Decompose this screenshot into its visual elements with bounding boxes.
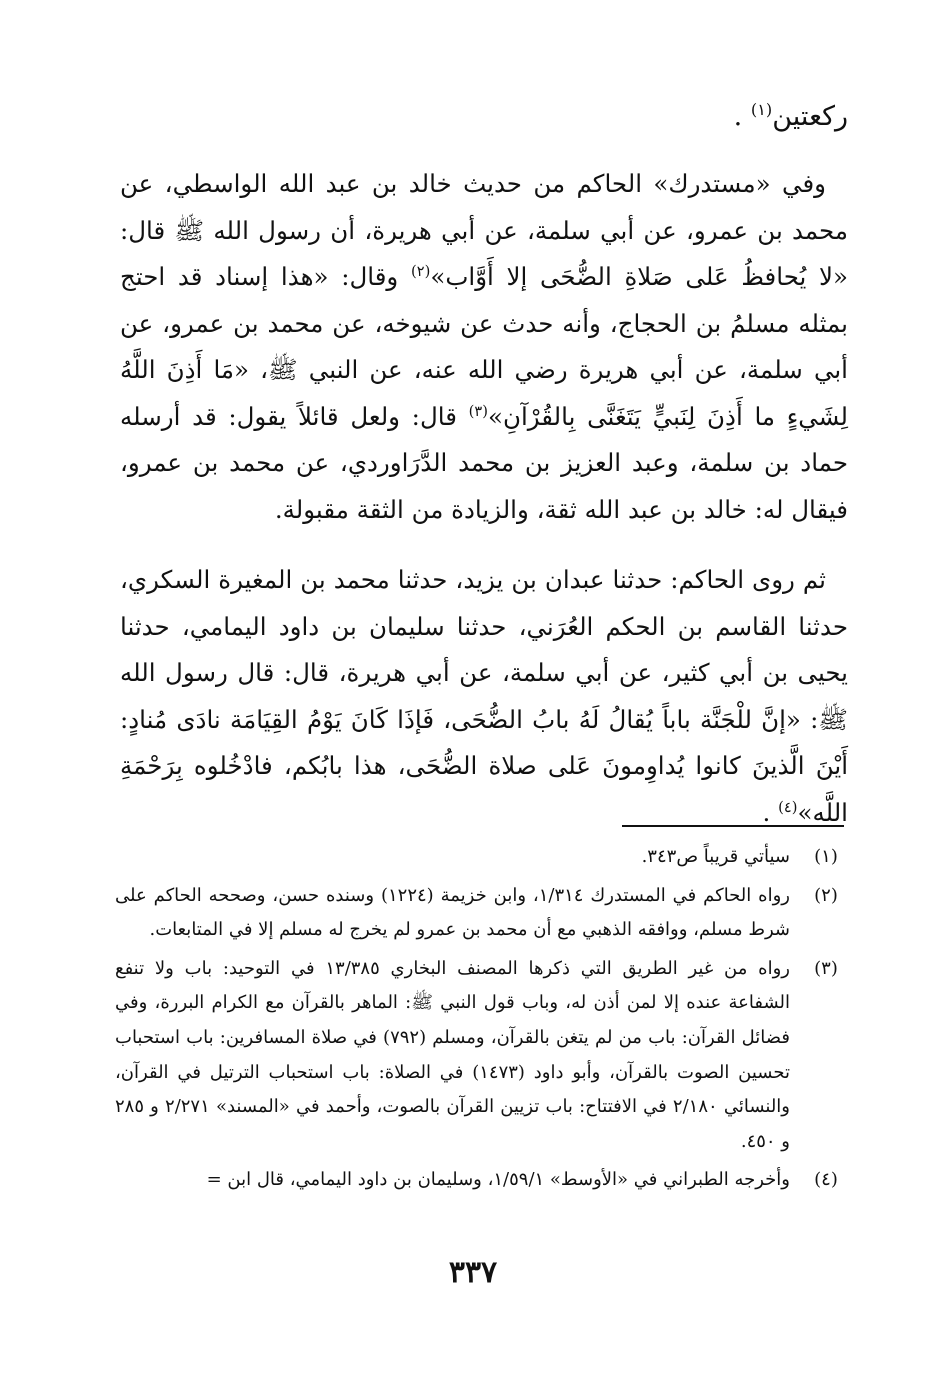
footnote-number: (٢)	[814, 884, 838, 906]
footnote-number: (١)	[814, 846, 838, 867]
paragraph-1	[120, 161, 848, 533]
opening-text: ركعتين	[772, 101, 848, 132]
main-text	[120, 95, 848, 836]
footnote-ref-3: (٣)	[468, 402, 488, 420]
footnote-3	[115, 952, 850, 1160]
footnote-text: رواه الحاكم في المستدرك ١/٣١٤، وابن خزيمة (١٢٢٤) وسنده حسن، وصححه الحاكم على شرط مسلم، ووافقه الذهبي مع أن محمد بن عمرو لم يخرج له مسلم إلا في المتابعات.	[115, 884, 790, 941]
page-number: ٣٣٧	[448, 1255, 498, 1290]
footnote-2	[115, 879, 850, 948]
footnote-separator	[622, 825, 844, 827]
opening-line	[120, 95, 848, 139]
paragraph-1-part-2: وقال: «هذا إسناد قد احتج بمثله مسلمُ بن الحجاج، وأنه حدث عن شيوخه، عن محمد بن عمرو، عن أبي سلمة، عن أبي هريرة رضي الله عنه، عن النبي ﷺ، «مَا أَذِنَ اللَّهُ لِشَيءٍ ما أَذِنَ لِنَبيٍّ يَتَغَنَّى بِالقُرْآنِ»	[120, 262, 849, 431]
paragraph-2-end: .	[762, 797, 771, 827]
paragraph-2	[120, 557, 848, 836]
footnote-number: (٤)	[814, 1169, 838, 1191]
paragraph-1-part-3: قال: ولعل قائلاً يقول: قد أرسله حماد بن سلمة، وعبد العزيز بن محمد الدَّرَاوردي، عن محمد بن عمرو، فيقال له: خالد بن عبد الله ثقة، والزيادة من الثقة مقبولة.	[120, 401, 848, 524]
footnote-ref-2: (٢)	[410, 262, 431, 280]
footnote-text: وأخرجه الطبراني في «الأوسط» ١/٥٩/١، وسليمان بن داود اليمامي، قال ابن =	[206, 1169, 790, 1191]
footnotes	[115, 840, 850, 1202]
footnote-text: سيأتي قريباً ص٣٤٣.	[641, 846, 790, 867]
footnote-text: رواه من غير الطريق التي ذكرها المصنف البخاري ١٣/٣٨٥ في التوحيد: باب ولا تنفع الشفاعة عنده إلا لمن أذن له، وباب قول النبي ﷺ: الماهر بالقرآن مع الكرام البررة، وفي فضائل القرآن: باب من لم يتغن بالقرآن، ومسلم (٧٩٢) في صلاة المسافرين: باب استحباب تحسين الصوت بالقرآن، وأبو داود (١٤٧٣) في الصلاة: باب استحباب الترتيل في القرآن، والنسائي ٢/١٨٠ في الافتتاح: باب تزيين القرآن بالصوت، وأحمد في «المسند» ٢/٢٧١ و ٢٨٥ و ٤٥٠.	[115, 957, 790, 1152]
footnote-1	[115, 840, 850, 875]
footnote-ref-4: (٤)	[778, 798, 798, 816]
opening-end: .	[733, 101, 743, 132]
footnote-number: (٣)	[814, 957, 838, 979]
paragraph-1-part-1: وفي «مستدرك» الحاكم من حديث خالد بن عبد الله الواسطي، عن محمد بن عمرو، عن أبي سلمة، عن أبي هريرة، أن رسول الله ﷺ قال: «لا يُحافظُ عَلى صَلاةِ الضُّحَى إلا أَوَّاب»	[120, 169, 848, 291]
footnote-ref-1: (١)	[750, 100, 773, 119]
paragraph-2-part-1: ثم روى الحاكم: حدثنا عبدان بن يزيد، حدثنا محمد بن المغيرة السكري، حدثنا القاسم بن الحكم العُرَني، حدثنا سليمان بن داود اليمامي، حدثنا يحيى بن أبي كثير، عن أبي سلمة، عن أبي هريرة، قال: قال رسول الله ﷺ: «إنَّ للْجَنَّة باباً يُقالُ لَهُ بابُ الضُّحَى، فَإذَا كَانَ يَوْمُ القِيَامَة نادَى مُنادٍ: أَيْنَ الَّذينَ كانوا يُداوِمونَ عَلى صلاة الضُّحَى، هذا بابُكم، فادْخُلوه بِرَحْمَةِ اللَّه»	[120, 565, 848, 827]
footnote-4	[115, 1163, 850, 1198]
